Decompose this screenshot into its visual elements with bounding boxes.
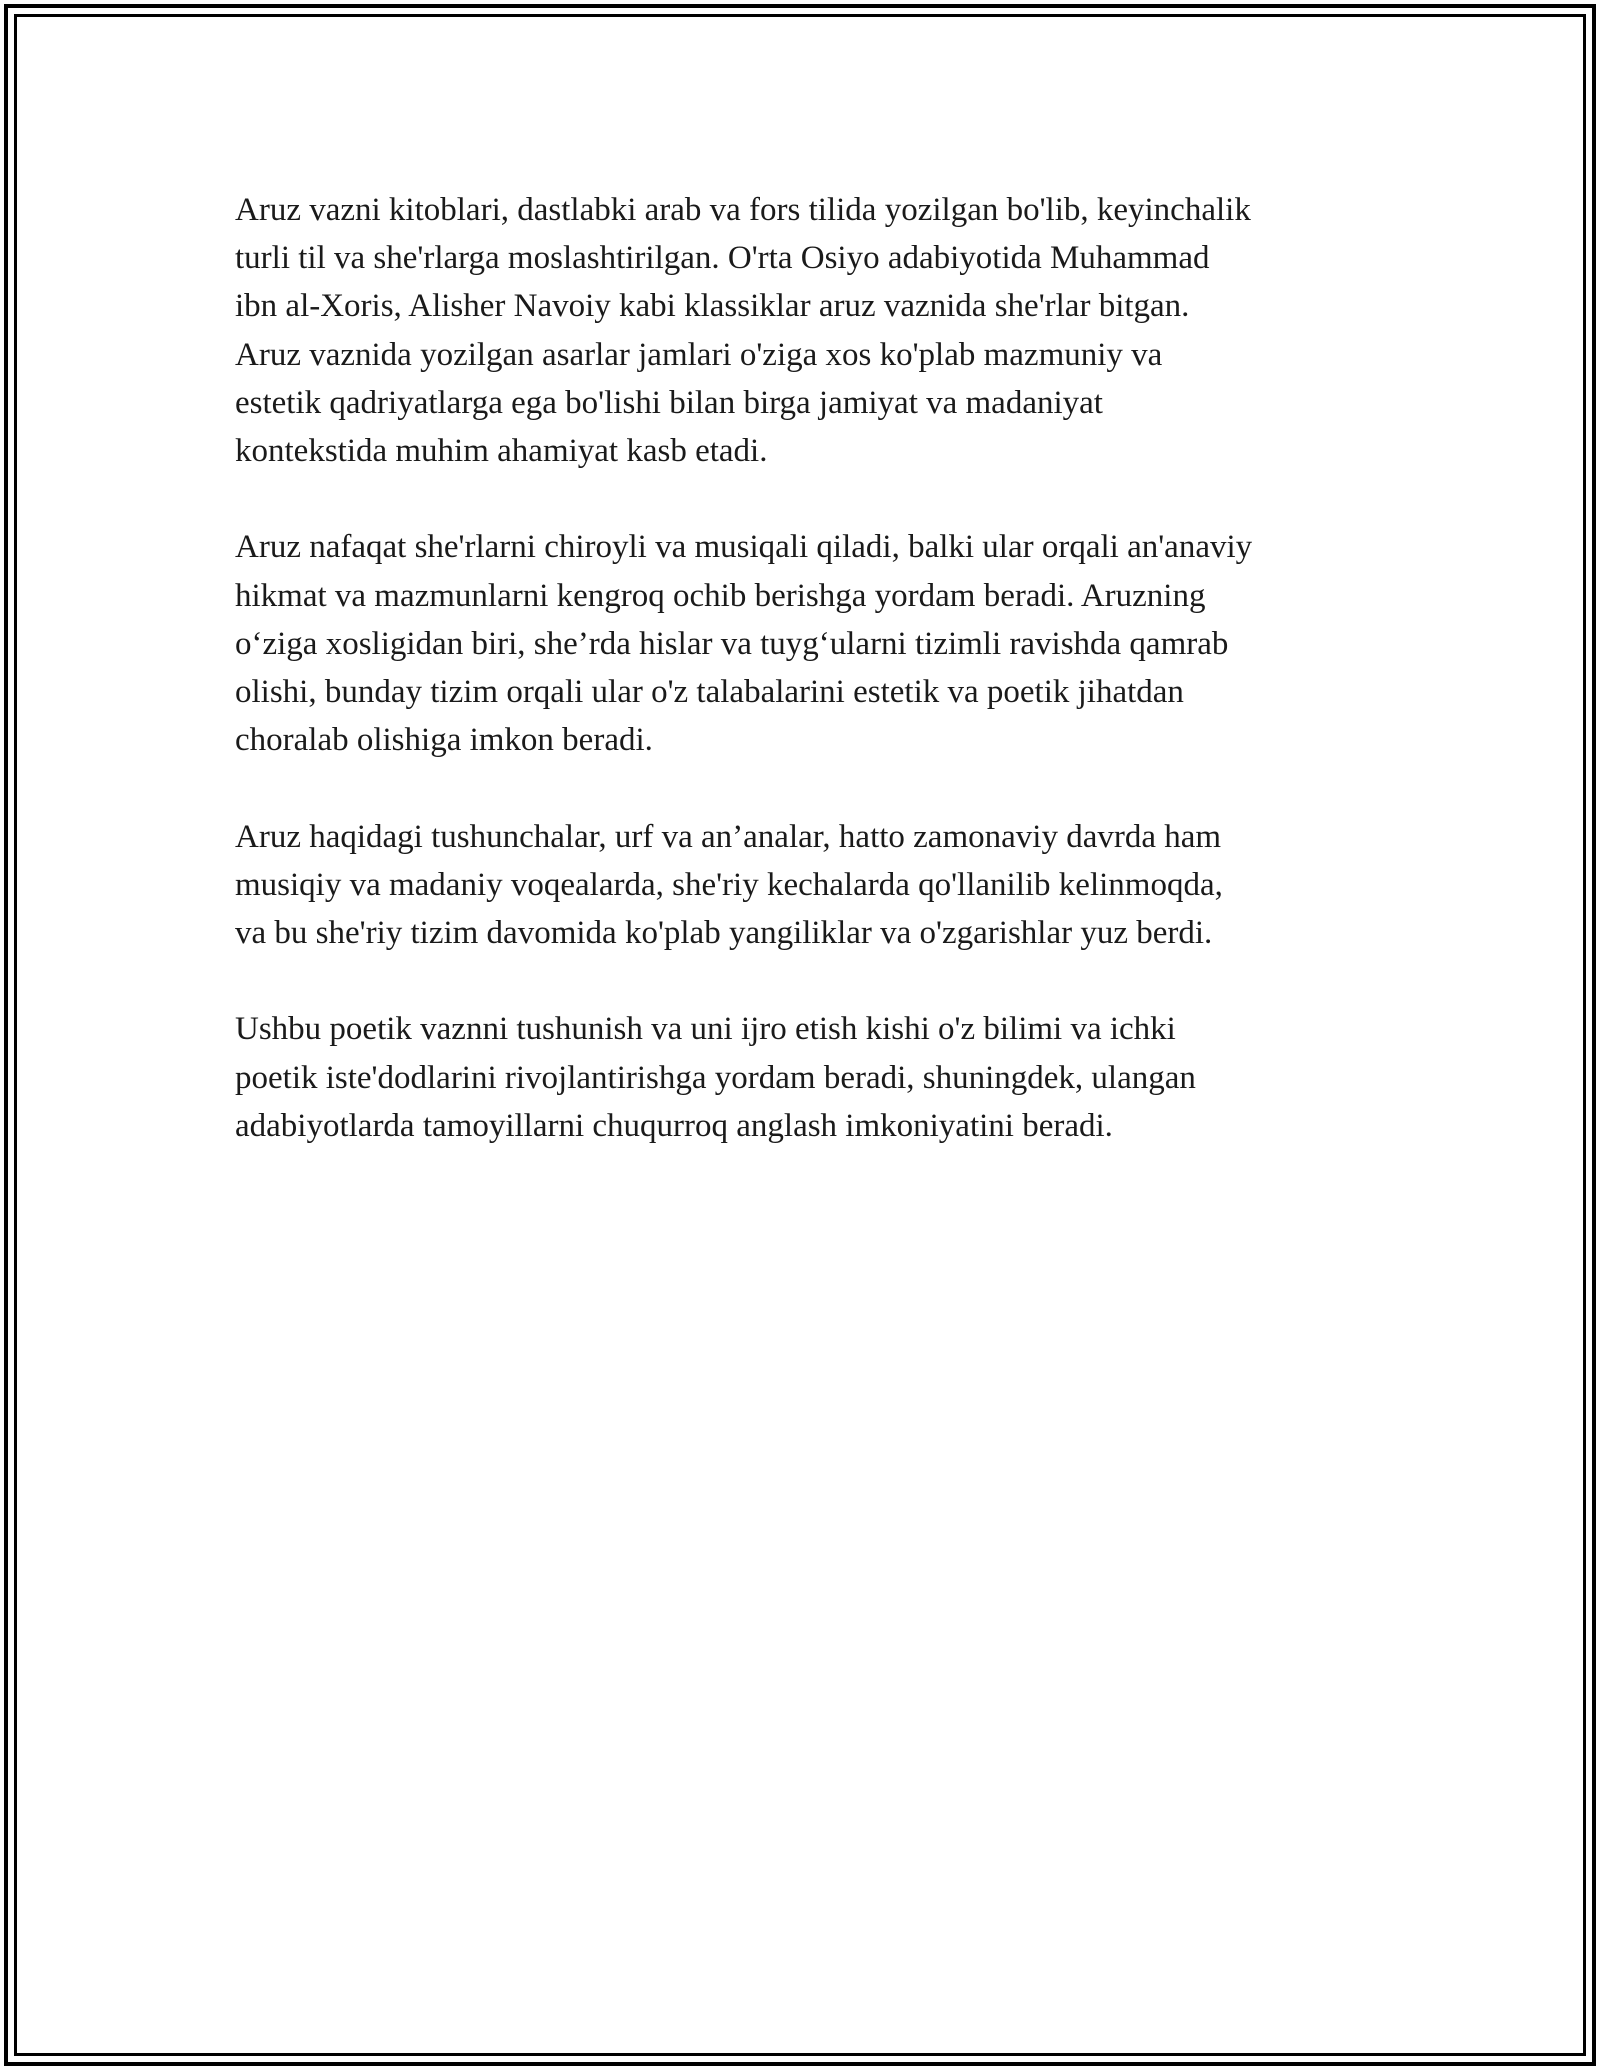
text-line: estetik qadriyatlarga ega bo'lishi bilan birga jamiyat va madaniyat [235, 384, 1103, 421]
text-line: va bu she'riy tizim davomida ko'plab yangiliklar va o'zgarishlar yuz berdi. [235, 915, 1213, 952]
document-body [235, 186, 1385, 1198]
text-line: Aruz vaznida yozilgan asarlar jamlari o'ziga xos ko'plab mazmuniy va [235, 336, 1163, 373]
text-line: o‘ziga xosligidan biri, she’rda hislar va tuyg‘ularni tizimli ravishda qamrab [235, 625, 1229, 662]
text-line: kontekstida muhim ahamiyat kasb etadi. [235, 433, 768, 470]
text-line: olishi, bunday tizim orqali ular o'z talabalarini estetik va poetik jihatdan [235, 674, 1184, 711]
text-line: adabiyotlarda tamoyillarni chuqurroq anglash imkoniyatini beradi. [235, 1107, 1113, 1144]
text-line: ibn al-Xoris, Alisher Navoiy kabi klassiklar aruz vaznida she'rlar bitgan. [235, 288, 1190, 325]
text-line: Aruz vazni kitoblari, dastlabki arab va fors tilida yozilgan bo'lib, keyinchalik [235, 192, 1251, 228]
text-line: Aruz nafaqat she'rlarni chiroyli va musiqali qiladi, balki ular orqali an'anaviy [235, 529, 1253, 566]
paragraph-4 [235, 1005, 1385, 1150]
text-line: Aruz haqidagi tushunchalar, urf va an’analar, hatto zamonaviy davrda ham [235, 818, 1222, 855]
paragraph-3 [235, 813, 1385, 958]
paragraph-2 [235, 523, 1385, 764]
text-line: choralab olishiga imkon beradi. [235, 722, 653, 759]
text-line: poetik iste'dodlarini rivojlantirishga yordam beradi, shuningdek, ulangan [235, 1059, 1196, 1096]
text-line: musiqiy va madaniy voqealarda, she'riy kechalarda qo'llanilib kelinmoqda, [235, 866, 1223, 903]
text-line: hikmat va mazmunlarni kengroq ochib berishga yordam beradi. Aruzning [235, 577, 1206, 614]
text-line: Ushbu poetik vaznni tushunish va uni ijro etish kishi o'z bilimi va ichki [235, 1011, 1176, 1048]
paragraph-1 [235, 186, 1385, 475]
text-line: turli til va she'rlarga moslashtirilgan. O'rta Osiyo adabiyotida Muhammad [235, 240, 1210, 277]
